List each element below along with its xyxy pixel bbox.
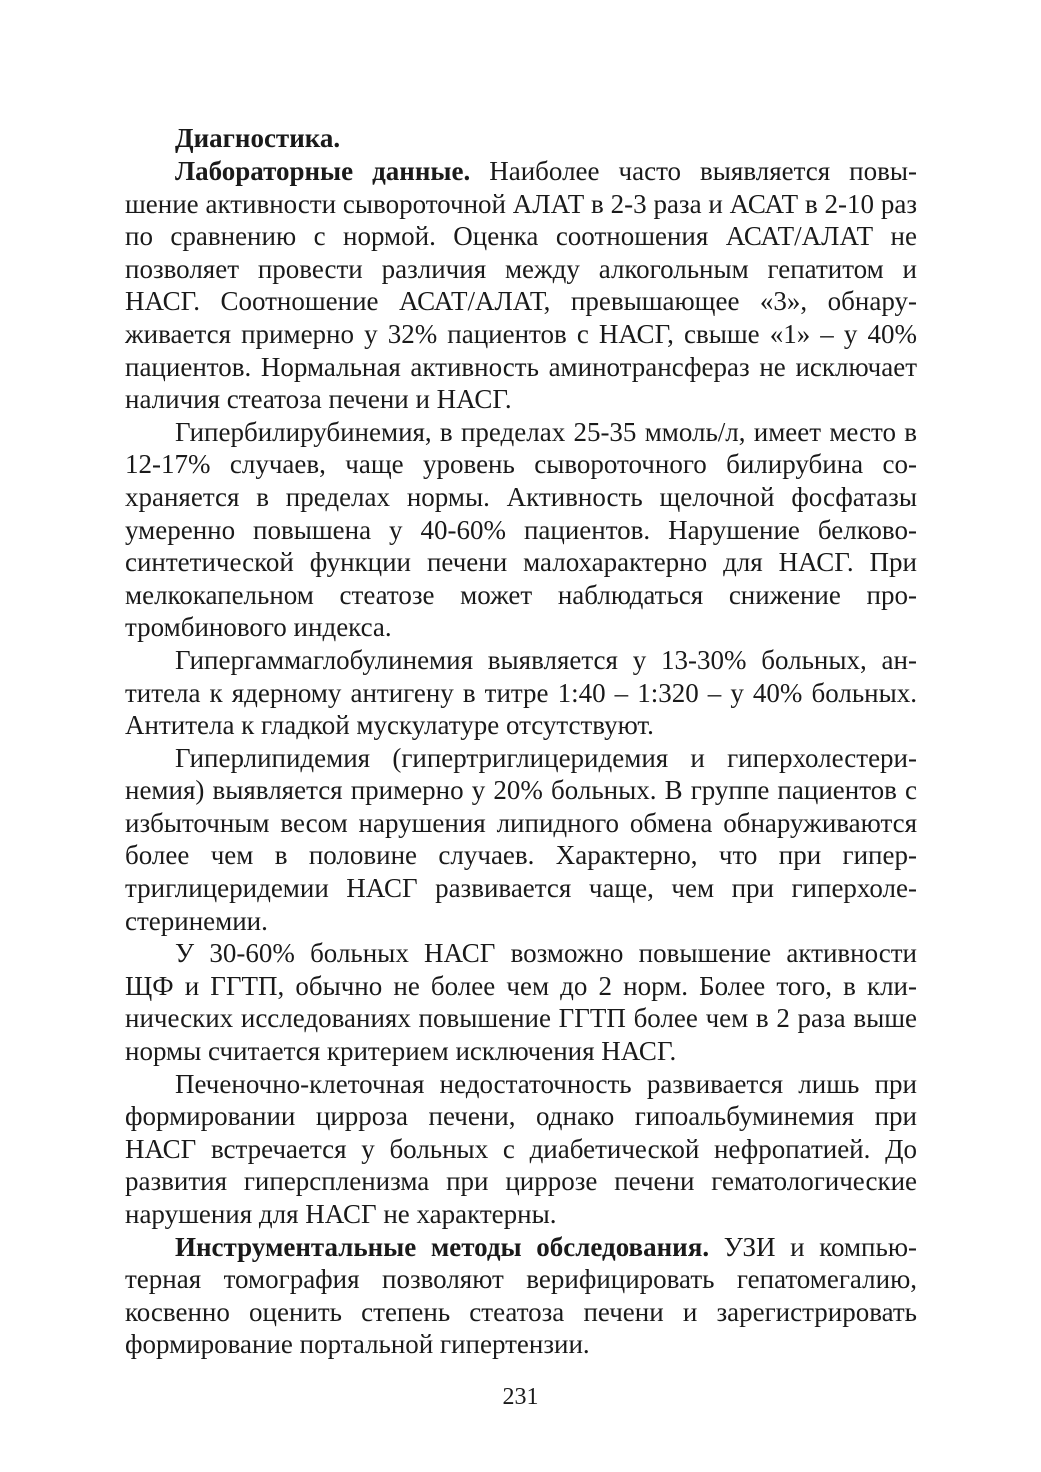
paragraph-text: Наиболее часто выявляется повышение активности сывороточной АЛАТ в 2-3 раза и АСАТ в 2-10 раз по сравнению с нормой. Оценка соотношения АСАТ/АЛАТ не позволяет провести различия между алкогольным гепатитом и НАСГ. Соотношение АСАТ/АЛАТ, превышающее «3», обнаруживается примерно у 32% пациентов с НАСГ, свыше «1» – у 40% пациентов. Нормальная активность аминотрансфераз не исключает наличия стеатоза печени и НАСГ.	[125, 156, 917, 415]
paragraph-bilirubin	[125, 416, 917, 644]
section-heading: Диагностика.	[175, 123, 341, 153]
paragraph-lab-data	[125, 155, 917, 416]
page-number: 231	[502, 1384, 539, 1410]
paragraph-lead: Лабораторные данные.	[175, 156, 471, 186]
paragraph-ggtp	[125, 937, 917, 1067]
paragraph-hyperlipidemia	[125, 742, 917, 938]
paragraph-text: Гипербилирубинемия, в пределах 25-35 ммоль/л, имеет место в 12-17% случаев, чаще уровень сывороточного билирубина сохраняется в пределах нормы. Активность щелочной фосфатазы умеренно повышена у 40-60% пациентов. Нарушение белковосинтетической функции печени малохарактерно для НАСГ. При мелкокапельном стеатозе может наблюдаться снижение протромбинового индекса.	[125, 416, 917, 643]
page-body	[125, 122, 917, 1361]
paragraph-instrumental	[125, 1231, 917, 1361]
paragraph-text: Гиперлипидемия (гипертриглицеридемия и гиперхолестеринемия) выявляется примерно у 20% больных. В группе пациентов с избыточным весом нарушения липидного обмена обнаруживаются более чем в половине случаев. Характерно, что при гипертриглицеридемии НАСГ развивается чаще, чем при гиперхолестеринемии.	[125, 742, 917, 936]
paragraph-text: Гипергаммаглобулинемия выявляется у 13-30% больных, антитела к ядерному антигену в титре 1:40 – 1:320 – у 40% больных. Антитела к гладкой мускулатуре отсутствуют.	[125, 644, 917, 741]
paragraph-lead: Инструментальные методы обследования.	[175, 1231, 710, 1262]
paragraph-gammaglobulin	[125, 644, 917, 742]
paragraph-liver-failure	[125, 1068, 917, 1231]
paragraph-text: Печеночно-клеточная недостаточность развивается лишь при формировании цирроза печени, однако гипоальбуминемия при НАСГ встречается у больных с диабетической нефропатией. До развития гиперспленизма при циррозе печени гематологические нарушения для НАСГ не характерны.	[125, 1068, 917, 1229]
paragraph-text: УЗИ и компьютерная томография позволяют верифицировать гепатомегалию, косвенно оценить степень стеатоза печени и зарегистрировать формирование портальной гипертензии.	[125, 1231, 917, 1360]
paragraph-text: У 30-60% больных НАСГ возможно повышение активности ЩФ и ГГТП, обычно не более чем до 2 норм. Более того, в клинических исследованиях повышение ГГТП более чем в 2 раза выше нормы считается критерием исключения НАСГ.	[125, 938, 917, 1067]
